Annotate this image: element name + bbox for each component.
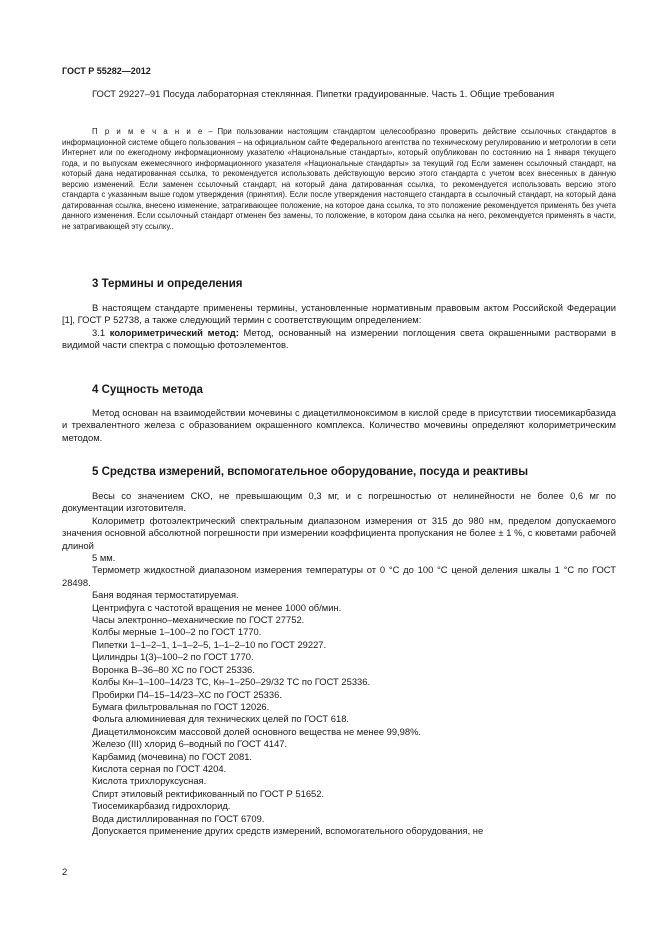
normative-reference — [62, 88, 616, 100]
reference-gost-29227: ГОСТ 29227–91 Посуда лабораторная стеклянная. Пипетки градуированные. Часть 1. Общие требования — [92, 88, 555, 99]
list-item: Центрифуга с частотой вращения не менее 1000 об/мин. — [92, 601, 342, 613]
list-item: Пробирки П4–15–14/23–ХС по ГОСТ 25336. — [92, 688, 282, 700]
list-item: Часы электронно–механические по ГОСТ 27752. — [92, 614, 305, 626]
list-item: Баня водяная термостатируемая. — [92, 589, 239, 601]
thermometer-paragraph: Термометр жидкостной диапазоном измерения температуры от 0 °С до 100 °С ценой деления шкалы 1 °С по ГОСТ 28498. — [62, 564, 616, 588]
list-item: Колбы Кн–1–100–14/23 ТС, Кн–1–250–29/32 ТС по ГОСТ 25336. — [92, 676, 371, 688]
term-number: 3.1 — [92, 326, 110, 338]
section-5-heading: 5 Средства измерений, вспомогательное оборудование, посуда и реактивы — [92, 466, 529, 478]
section-3-paragraph: В настоящем стандарте применены термины, установленные нормативным правовым актом Российской Федерации [1], ГОСТ Р 52738, а также следующий термин с соответствующим определением: — [62, 302, 616, 326]
list-item: Бумага фильтровальная по ГОСТ 12026. — [92, 700, 270, 712]
term-name: колориметрический метод: — [109, 326, 239, 338]
list-item: Тиосемикарбазид гидрохлорид. — [92, 800, 231, 812]
section-4-paragraph: Метод основан на взаимодействии мочевины с диацетилмоноксимом в кислой среде в присутствии тиосемикарбазида и трехвалентного железа с образованием окрашенного комплекса. Количество мочевины определяют колориметрическим методом. — [62, 407, 616, 443]
section-4-heading: 4 Сущность метода — [92, 384, 203, 396]
closing-paragraph: Допускается применение других средств измерений, вспомогательного оборудования, не — [92, 824, 484, 836]
list-item: Цилиндры 1(3)–100–2 по ГОСТ 1770. — [92, 651, 254, 663]
note-label: П р и м е ч а н и е — [92, 127, 204, 136]
term-definition — [62, 327, 616, 352]
note-paragraph — [62, 127, 616, 232]
section-5 — [62, 466, 616, 837]
list-item: Карбамид (мочевина) по ГОСТ 2081. — [92, 750, 253, 762]
list-item: Спирт этиловый ректификованный по ГОСТ Р 51652. — [92, 787, 325, 799]
list-item: Воронка В–36–80 ХС по ГОСТ 25336. — [92, 663, 255, 675]
note-text: – При пользовании настоящим стандартом целесообразно проверить действие ссылочных стандартов в информационной системе общего пользования – на официальном сайте Федерального агентства по техническому регулированию и метрологии в сети Интернет или по ежегодному информационному указателю «Национальные стандарты», который опубликован по состоянию на 1 января текущего года, и по выпускам ежемесячного информационного указателя «Национальные стандарты» за текущий год Если заменен ссылочный стандарт, на который дана недатированная ссылка, то рекомендуется использовать действующую версию этого стандарта с учетом всех внесенных в данную версию изменений. Если заменен ссылочный стандарт, на который дана датированная ссылка, то рекомендуется использовать версию этого стандарта с указанным выше годом утверждения (принятия). Если после утверждения настоящего стандарта в ссылочный стандарт, на который дана датированная ссылка, внесено изменение, затрагивающее положение, на которое дана ссылка, то это положение рекомендуется применять без учета данного изменения. Если ссылочный стандарт отменен без замены, то положение, в котором дана ссылка на него, рекомендуется применять в части, не затрагивающей эту ссылку.. — [62, 127, 616, 231]
list-item: Вода дистиллированная по ГОСТ 6709. — [92, 812, 265, 824]
list-item: Колбы мерные 1–100–2 по ГОСТ 1770. — [92, 626, 262, 638]
equipment-list — [62, 589, 616, 825]
list-item: Фольга алюминиевая для технических целей по ГОСТ 618. — [92, 713, 350, 725]
page-number: 2 — [62, 867, 68, 878]
list-item: Диацетилмоноксим массовой долей основного вещества не менее 99,98%. — [92, 725, 422, 737]
term-text: Метод, основанный на измерении поглощения света окрашенными растворами в видимой части спектра с помощью фотоэлементов. — [62, 326, 616, 351]
list-item: Кислота трихлоруксусная. — [92, 775, 207, 787]
section-3-heading: 3 Термины и определения — [92, 278, 243, 290]
colorimeter-cuvette-length: 5 мм. — [92, 552, 116, 564]
list-item: Железо (III) хлорид 6–водный по ГОСТ 4147. — [92, 738, 288, 750]
note-block — [62, 127, 616, 232]
colorimeter-paragraph: Колориметр фотоэлектрический спектральным диапазоном измерения от 315 до 980 нм, пределом допускаемого значения основной абсолютной погрешности при измерении коэффициента пропускания не более ± 1 %, с кюветами рабочей длиной — [62, 514, 616, 551]
list-item: Пипетки 1–1–2–1, 1–1–2–5, 1–1–2–10 по ГОСТ 29227. — [92, 638, 327, 650]
document-code: ГОСТ Р 55282—2012 — [62, 66, 151, 76]
section-3 — [62, 278, 616, 352]
scales-paragraph: Весы со значением СКО, не превышающим 0,3 мг, и с погрешностью от нелинейности не более 0,6 мг по документации изготовителя. — [62, 490, 616, 514]
section-4 — [62, 384, 616, 444]
list-item: Кислота серная по ГОСТ 4204. — [92, 762, 227, 774]
